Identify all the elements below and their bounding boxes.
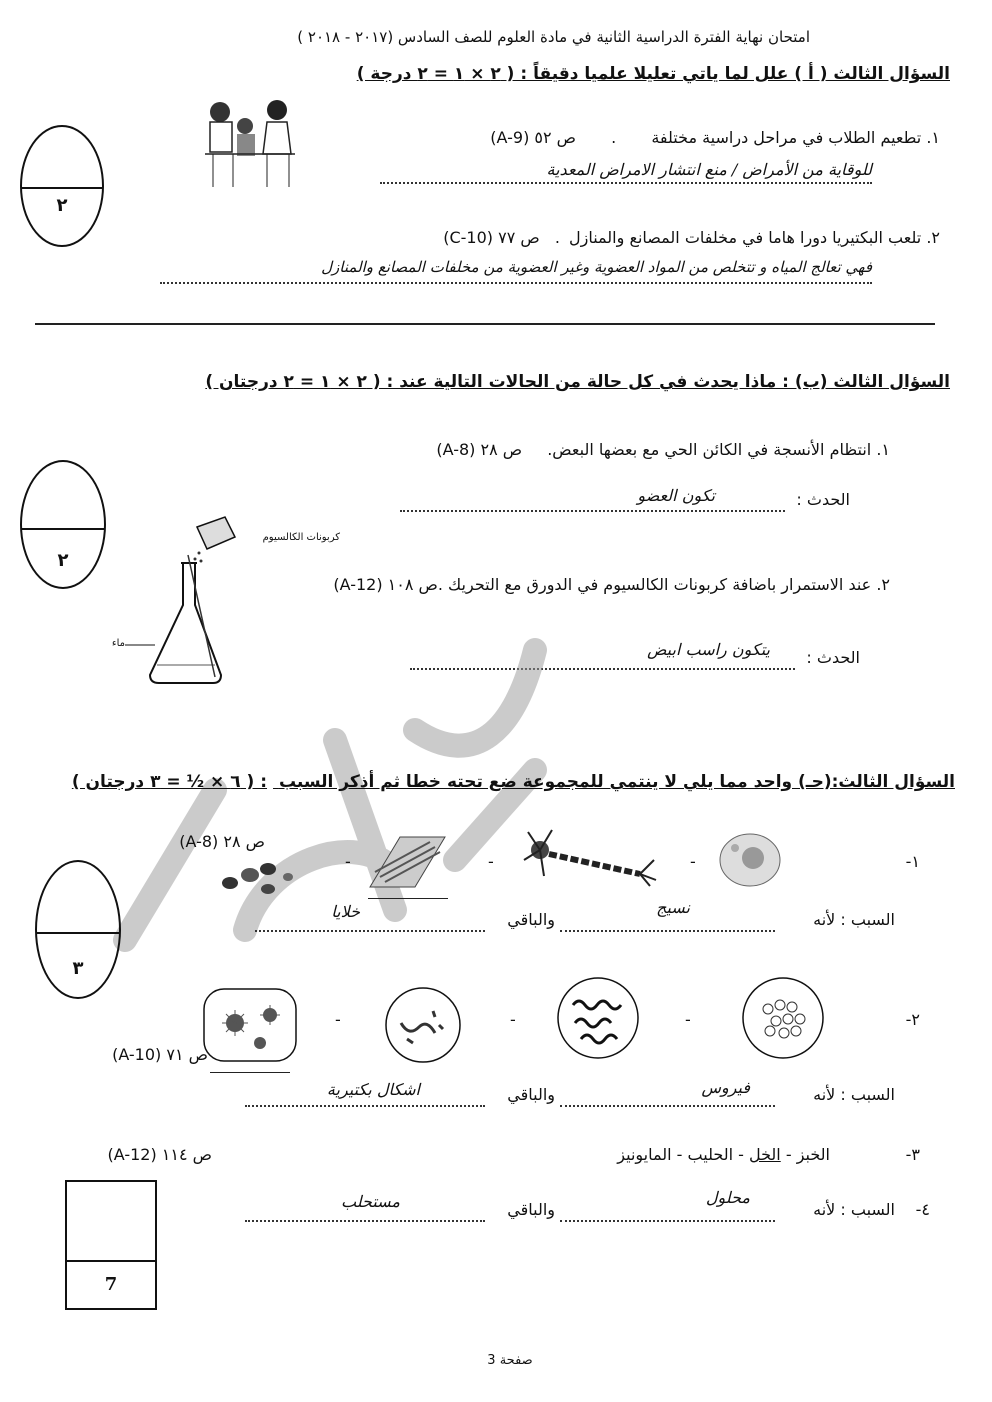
total-score-box	[65, 1180, 157, 1310]
section-a-score: ٢	[56, 195, 68, 216]
item-1-number: ١-	[905, 852, 920, 871]
item-text: تلعب البكتيريا دورا هاما في مخلفات المصانع والمنازل	[569, 228, 922, 247]
underline-virus	[210, 1072, 290, 1073]
word-bread: الخبز	[796, 1145, 830, 1164]
blood-cells-image	[210, 855, 300, 900]
section-b-answer-2: يتكون راسب ابيض	[647, 640, 770, 659]
nerve-cell-image	[520, 820, 660, 890]
section-c-score-oval	[35, 860, 121, 999]
round-bacteria-image	[740, 975, 826, 1061]
item-dot: .	[611, 128, 617, 147]
item-3-number: ٣-	[905, 1145, 920, 1164]
section-c-marks: : ( ٦ × ½ = ٣ درجتان )	[71, 772, 268, 792]
total-score: 7	[104, 1274, 118, 1295]
item-2-number: ٢-	[905, 1010, 920, 1029]
section-b-item-2	[220, 575, 890, 594]
item-dot: .	[554, 228, 560, 247]
reason-label-1: السبب : لأنه	[813, 910, 895, 929]
virus-image	[200, 985, 300, 1065]
item-text: تطعيم الطلاب في مراحل دراسية مختلفة	[651, 128, 922, 147]
item-1-ref: ص ٢٨ (A-8)	[179, 832, 265, 851]
section-b-title: السؤال الثالث (ب) : ماذا يحدث في كل حالة من الحالات التالية عند : ( ٢ × ١ = ٢ درجتان )	[205, 372, 950, 392]
item-number: ٢.	[926, 228, 940, 247]
item-ref: ص ٧٧ (C-10)	[443, 228, 540, 247]
section-c-title-text: السؤال الثالث:(حـ) واحد مما يلي لا ينتمي للمجموعة ضع تحته خطا ثم أذكر السبب	[278, 772, 955, 792]
reason-number-3: ٤-	[915, 1200, 930, 1219]
section-b-score-oval	[20, 460, 106, 589]
rod-bacteria-image	[383, 985, 463, 1065]
event-label-2: الحدث :	[806, 648, 860, 667]
word-milk: الحليب	[687, 1145, 734, 1164]
item-text: انتظام الأنسجة في الكائن الحي مع بعضها البعض.	[547, 440, 872, 459]
answer-rest-3: مستحلب	[340, 1192, 400, 1211]
item-number: ١.	[876, 440, 890, 459]
item-2-ref: ص ٧١ (A-10)	[112, 1045, 208, 1064]
exam-header: امتحان نهاية الفترة الدراسية الثانية في مادة العلوم للصف السادس (٢٠١٧ - ٢٠١٨ )	[297, 28, 810, 46]
spiral-bacteria-image	[555, 975, 641, 1061]
page-number: صفحة 3	[487, 1353, 533, 1368]
section-a-item-2	[320, 228, 940, 247]
word-mayonnaise: المايونيز	[617, 1145, 672, 1164]
item-ref: ص ٢٨ (A-8)	[436, 440, 523, 459]
rest-label-3: والباقي	[507, 1200, 555, 1219]
event-label-1: الحدث :	[796, 490, 850, 509]
answer-odd-1: نسيج	[656, 898, 690, 917]
item-text: عند الاستمرار باضافة كربونات الكالسيوم في الدورق مع التحريك .ص ١٠٨ (A-12)	[333, 575, 872, 594]
item-3-ref: ص ١١٤ (A-12)	[107, 1145, 212, 1164]
section-a-score-oval	[20, 125, 104, 247]
answer-rest-2: اشكال بكتيرية	[326, 1080, 420, 1099]
section-b-score: ٢	[57, 550, 69, 571]
label-water: ماء	[111, 638, 125, 649]
children-vaccination-illustration	[195, 92, 305, 192]
word-vinegar: الخل	[748, 1145, 781, 1164]
item-number: ٢.	[876, 575, 890, 594]
section-b-answer-1: تكون العضو	[637, 486, 715, 505]
section-b-item-1	[290, 440, 890, 459]
section-c-title	[30, 772, 955, 792]
divider	[35, 323, 935, 325]
section-a-title: السؤال الثالث ( أ ) علل لما ياتي تعليلا علميا دقيقاً : ( ٢ × ١ = ٢ درجة )	[356, 64, 950, 84]
answer-rest-1: خلايا	[331, 902, 360, 921]
section-a-answer-1: للوقاية من الأمراض / منع انتشار الامراض المعدية	[546, 160, 872, 179]
section-a-item-1	[320, 128, 940, 147]
rest-label-1: والباقي	[507, 910, 555, 929]
underline-muscle	[368, 898, 448, 899]
answer-odd-2: فيروس	[701, 1078, 750, 1097]
answer-odd-3: محلول	[705, 1188, 750, 1207]
animal-cell-image	[715, 830, 785, 890]
item-number: ١.	[926, 128, 940, 147]
rest-label-2: والباقي	[507, 1085, 555, 1104]
item-3-words: الخبز - الخل - الحليب - المايونيز	[617, 1145, 830, 1164]
label-calcium-carbonate: كربونات الكالسيوم	[262, 532, 340, 543]
section-a-answer-2: فهي تعالج المياه و تتخلص من المواد العضوية وغير العضوية من مخلفات المصانع والمنازل	[321, 258, 872, 276]
reason-label-2: السبب : لأنه	[813, 1085, 895, 1104]
item-ref: ص ٥٢ (A-9)	[490, 128, 577, 147]
reason-label-3: السبب : لأنه	[813, 1200, 895, 1219]
section-c-score: ٣	[72, 958, 84, 979]
muscle-tissue-image	[365, 832, 450, 892]
